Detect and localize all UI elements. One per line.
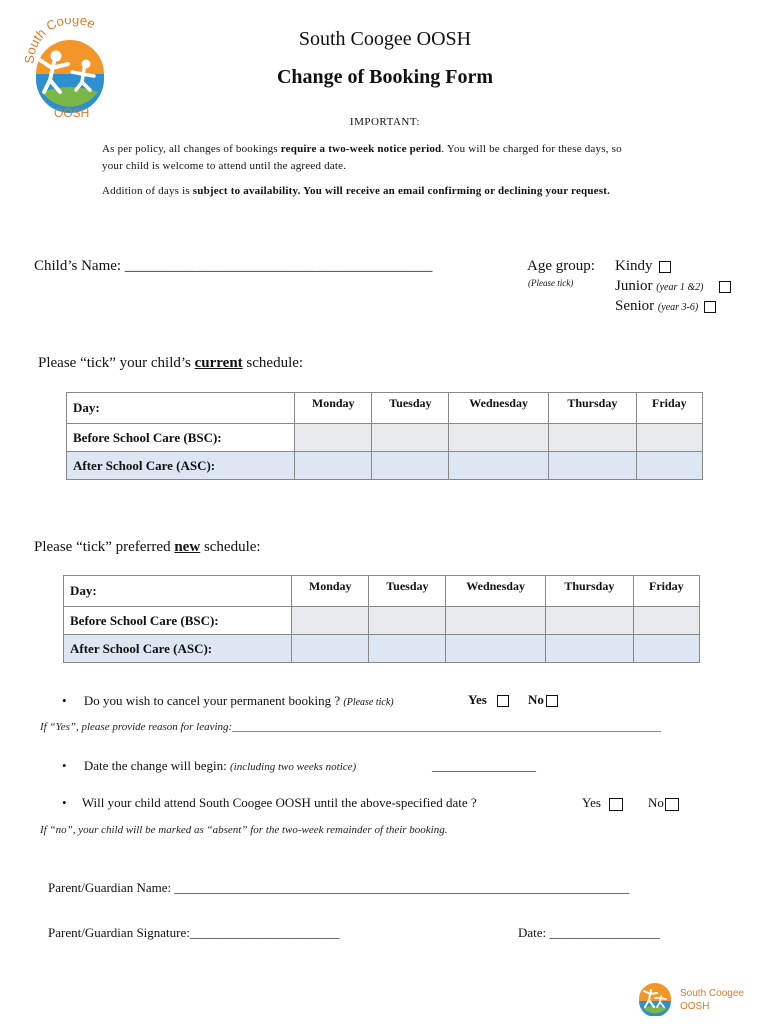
senior-checkbox[interactable] (704, 301, 716, 313)
junior-checkbox[interactable] (719, 281, 731, 293)
child-name-field[interactable]: Child’s Name: _________________________________________ (34, 258, 433, 274)
parent-signature-field[interactable]: Parent/Guardian Signature:_______________________ (48, 925, 340, 940)
addition-text-pre: Addition of days is (102, 185, 193, 197)
cell-bsc-monday[interactable] (292, 607, 369, 635)
kindy-checkbox[interactable] (659, 261, 671, 273)
footer-logo (638, 982, 756, 1016)
cancel-yes-label: Yes (468, 692, 487, 707)
policy-text-line2: your child is welcome to attend until the agreed date. (102, 160, 347, 172)
col-monday: Monday (295, 393, 372, 424)
cell-bsc-wednesday[interactable] (446, 607, 546, 635)
col-tuesday: Tuesday (372, 393, 449, 424)
new-heading-pre: Please “tick” preferred (34, 539, 175, 555)
day-header: Day: (67, 393, 295, 424)
age-group-label: Age group: (527, 258, 595, 274)
current-schedule-heading (38, 355, 303, 372)
cancel-yes-option[interactable] (468, 692, 509, 708)
attend-yes-option[interactable] (582, 795, 623, 811)
cell-bsc-tuesday[interactable] (369, 607, 446, 635)
policy-paragraph (102, 141, 702, 175)
cell-bsc-friday[interactable] (636, 424, 702, 452)
attend-yes-label: Yes (582, 795, 601, 810)
date-note: (including two weeks notice) (230, 761, 357, 773)
cell-bsc-friday[interactable] (633, 607, 699, 635)
cell-bsc-thursday[interactable] (549, 424, 637, 452)
footer-logo-line2: OOSH (680, 1001, 710, 1012)
junior-label: Junior (615, 278, 653, 294)
policy-text-bold: require a two-week notice period (280, 143, 442, 155)
senior-note: (year 3-6) (657, 302, 699, 313)
cancel-please-tick: (Please tick) (343, 697, 394, 708)
date-question (62, 758, 356, 774)
cancel-question (62, 693, 394, 709)
parent-name-field[interactable]: Parent/Guardian Name: ______________________________________________________________________ (48, 880, 630, 895)
logo-top-text: outh Coogee (24, 18, 98, 57)
logo-bottom-text: OOSH (54, 106, 90, 118)
table-row (64, 607, 700, 635)
new-heading-post: schedule: (200, 539, 261, 555)
signature-date-field[interactable]: Date: _________________ (518, 925, 660, 940)
cell-asc-thursday[interactable] (549, 452, 637, 480)
current-heading-pre: Please “tick” your child’s (38, 355, 195, 371)
cell-asc-tuesday[interactable] (372, 452, 449, 480)
cancel-yes-checkbox[interactable] (497, 695, 509, 707)
cell-asc-wednesday[interactable] (446, 635, 546, 663)
cell-bsc-tuesday[interactable] (372, 424, 449, 452)
table-row (64, 635, 700, 663)
current-heading-em: current (194, 355, 243, 371)
bsc-label: Before School Care (BSC): (67, 424, 295, 452)
cell-asc-monday[interactable] (292, 635, 369, 663)
date-change-field[interactable]: ________________ (432, 758, 536, 773)
cell-bsc-wednesday[interactable] (449, 424, 549, 452)
attend-no-option[interactable] (648, 795, 679, 811)
attend-yes-checkbox[interactable] (609, 798, 623, 811)
asc-label: After School Care (ASC): (64, 635, 292, 663)
cancel-question-text: Do you wish to cancel your permanent booking ? (83, 693, 341, 708)
cancel-no-checkbox[interactable] (546, 695, 558, 707)
cell-asc-tuesday[interactable] (369, 635, 446, 663)
footer-logo-graphic (638, 982, 756, 1016)
attend-question-text: Will your child attend South Coogee OOSH until the above-specified date ? (81, 795, 477, 810)
bullet: • (62, 693, 67, 708)
junior-note: (year 1 &2) (656, 282, 704, 293)
day-header: Day: (64, 576, 292, 607)
senior-label: Senior (615, 298, 655, 314)
asc-label: After School Care (ASC): (67, 452, 295, 480)
cell-asc-monday[interactable] (295, 452, 372, 480)
age-option-kindy[interactable] (615, 258, 671, 275)
col-thursday: Thursday (546, 576, 634, 607)
form-title: Change of Booking Form (276, 66, 494, 88)
col-thursday: Thursday (549, 393, 637, 424)
cell-asc-wednesday[interactable] (449, 452, 549, 480)
org-name: South Coogee OOSH (298, 28, 472, 50)
col-wednesday: Wednesday (449, 393, 549, 424)
attend-no-checkbox[interactable] (665, 798, 679, 811)
table-header-row (64, 576, 700, 607)
cell-asc-thursday[interactable] (546, 635, 634, 663)
cell-asc-friday[interactable] (633, 635, 699, 663)
policy-text-post: . You will be charged for these days, so (441, 143, 622, 155)
table-header-row (67, 393, 703, 424)
table-row (67, 424, 703, 452)
col-tuesday: Tuesday (369, 576, 446, 607)
addition-paragraph (102, 183, 702, 200)
cell-bsc-thursday[interactable] (546, 607, 634, 635)
col-friday: Friday (636, 393, 702, 424)
attend-no-label: No (648, 795, 664, 810)
kindy-label: Kindy (615, 258, 653, 274)
age-option-senior[interactable] (615, 298, 716, 315)
reason-field[interactable]: If “Yes”, please provide reason for leaving:______________________________________________________________________________ (40, 721, 662, 733)
cell-asc-friday[interactable] (636, 452, 702, 480)
bullet: • (62, 758, 67, 773)
cancel-no-option[interactable] (528, 692, 558, 708)
absent-note: If “no”, your child will be marked as “absent” for the two-week remainder of their booking. (40, 824, 448, 836)
addition-text-bold: subject to availability. You will receive an email confirming or declining your request. (192, 185, 611, 197)
col-monday: Monday (292, 576, 369, 607)
new-schedule-table (63, 575, 700, 663)
current-heading-post: schedule: (242, 355, 304, 371)
important-label: IMPORTANT: (349, 116, 421, 128)
col-friday: Friday (633, 576, 699, 607)
new-heading-em: new (174, 539, 201, 555)
bsc-label: Before School Care (BSC): (64, 607, 292, 635)
date-question-text: Date the change will begin: (83, 758, 227, 773)
new-schedule-heading (34, 539, 261, 556)
cancel-no-label: No (528, 692, 544, 707)
policy-text-pre: As per policy, all changes of bookings (102, 143, 281, 155)
current-schedule-table (66, 392, 703, 480)
bullet: • (62, 795, 67, 810)
age-option-junior[interactable] (615, 278, 731, 295)
cell-bsc-monday[interactable] (295, 424, 372, 452)
table-row (67, 452, 703, 480)
age-please-tick: (Please tick) (528, 278, 574, 288)
col-wednesday: Wednesday (446, 576, 546, 607)
footer-logo-line1: South Coogee (680, 988, 744, 999)
attend-question (62, 795, 477, 811)
